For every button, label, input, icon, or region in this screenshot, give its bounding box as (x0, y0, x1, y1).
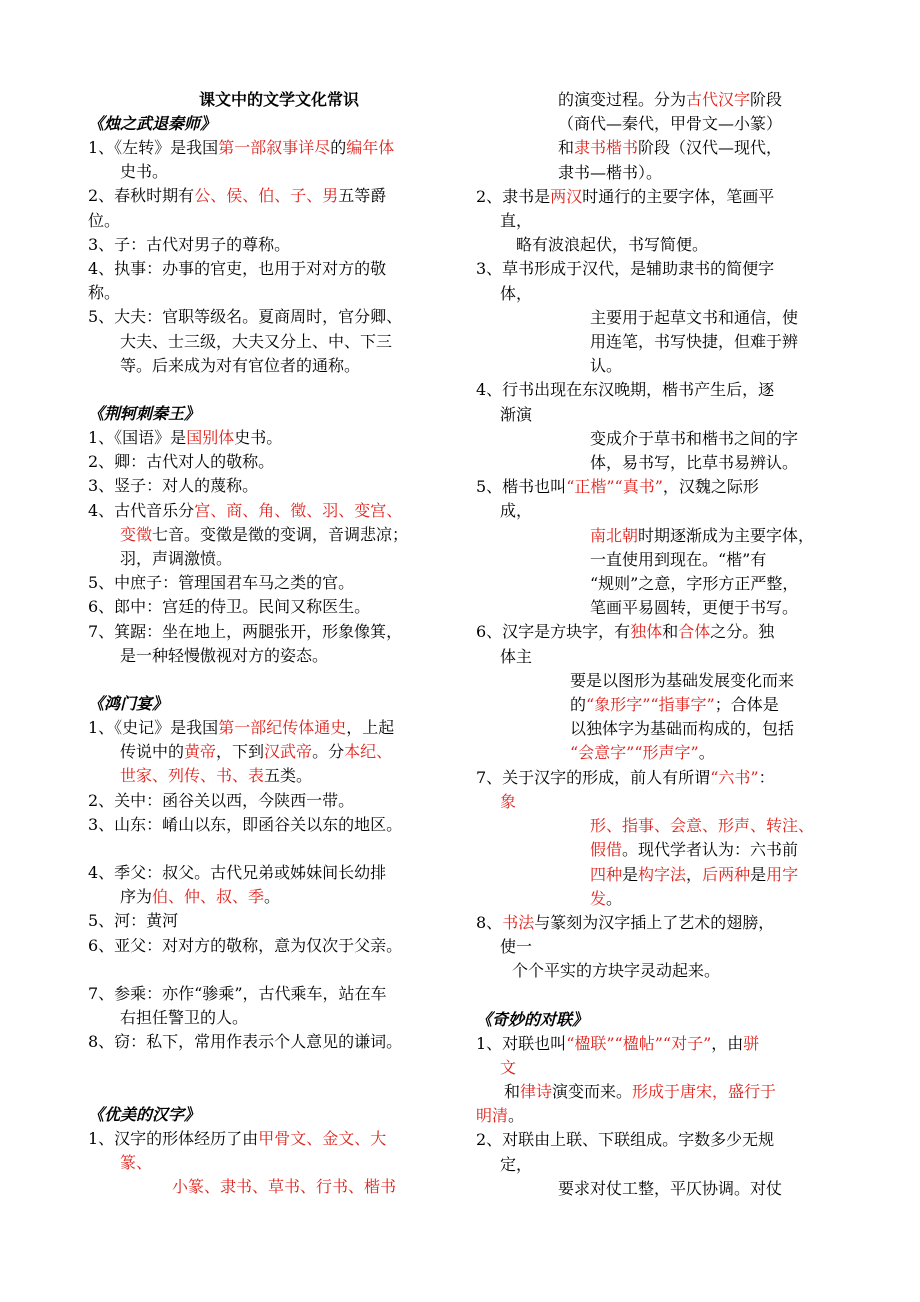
text-line: 2、春秋时期有公、侯、伯、子、男五等爵 (88, 186, 387, 206)
text-line: 2、隶书是两汉时通行的主要字体，笔画平 (476, 186, 775, 206)
text-line: 1、《国语》是国别体史书。 (88, 428, 283, 448)
text-line: 4、古代音乐分宫、商、角、徵、羽、变宫、 (88, 500, 403, 520)
page-title: 课文中的文学文化常识 (198, 90, 359, 109)
text-line: “会意字”“形声字”。 (570, 743, 715, 763)
text-line: 直， (500, 211, 533, 231)
section-heading-qimiao-duilian: 《奇妙的对联》 (476, 1009, 589, 1029)
section-heading-youmei-hanzi: 《优美的汉字》 (88, 1104, 201, 1124)
text-line: 4、执事：办事的官吏，也用于对对方的敬 (88, 259, 387, 279)
text-line: 用连笔，书写快捷，但难于辨 (590, 332, 799, 352)
text-line: 3、山东：崤山以东，即函谷关以东的地区。 (88, 814, 403, 834)
text-line: 和律诗演变而来。形成于唐宋，盛行于 (504, 1081, 777, 1101)
text-line: 篆、 (120, 1152, 153, 1172)
text-line: 8、窃：私下，常用作表示个人意见的谦词。 (88, 1032, 403, 1052)
text-line: 4、季父：叔父。古代兄弟或姊妹间长幼排 (88, 863, 387, 883)
text-line: 个个平实的方块字灵动起来。 (512, 961, 721, 981)
text-line: 成， (500, 501, 533, 521)
text-line: 1、《左转》是我国第一部叙事详尽的编年体 (88, 138, 395, 157)
text-line: 要是以图形为基础发展变化而来 (570, 670, 795, 690)
text-line: 小篆、隶书、草书、行书、楷书 (172, 1176, 397, 1196)
text-line: 主要用于起草文书和通信，使 (590, 307, 799, 327)
text-line: 认。 (590, 356, 623, 376)
text-line: 以独体字为基础而构成的，包括 (570, 719, 795, 739)
text-line: 渐演 (500, 404, 533, 424)
text-line: 4、行书出现在东汉晚期，楷书产生后，逐 (476, 380, 775, 400)
text-line: 6、亚父：对对方的敬称，意为仅次于父亲。 (88, 935, 403, 955)
text-line: 7、参乘：亦作“骖乘”，古代乘车，站在车 (88, 983, 387, 1003)
text-line: 笔画平易圆转，更便于书写。 (590, 598, 799, 618)
text-line: 2、卿：古代对人的敬称。 (88, 452, 275, 472)
text-line: 8、书法与篆刻为汉字插上了艺术的翅膀， (476, 912, 775, 932)
text-line: 右担任警卫的人。 (120, 1008, 249, 1028)
text-line: 文 (500, 1057, 517, 1077)
text-line: 5、河：黄河 (88, 911, 179, 931)
text-line: 5、楷书也叫“正楷”“真书”，汉魏之际形 (476, 477, 759, 497)
text-line: 5、中庶子：管理国君车马之类的官。 (88, 573, 355, 593)
text-line: 3、草书形成于汉代，是辅助隶书的简便字 (476, 259, 775, 279)
text-line: 明清。 (476, 1106, 525, 1126)
text-line: 南北朝时期逐渐成为主要字体， (590, 525, 815, 545)
text-line: 形、指事、会意、形声、转注、 (590, 816, 815, 836)
text-line: 定， (500, 1154, 533, 1174)
right-column (476, 88, 846, 1201)
text-line: “规则”之意，字形方正严整， (590, 574, 799, 594)
text-line: 5、大夫：官职等级名。夏商周时，官分卿、 (88, 307, 403, 327)
text-line: 史书。 (120, 162, 169, 182)
text-line: 和隶书楷书阶段（汉代—现代， (558, 138, 783, 158)
text-line: 3、竖子：对人的蔑称。 (88, 476, 259, 496)
text-line: 使一 (500, 937, 533, 957)
text-line: 6、郎中：宫廷的侍卫。民间又称医生。 (88, 597, 371, 617)
text-line: 一直使用到现在。“楷”有 (590, 549, 767, 569)
section-heading-hongmenyan: 《鸿门宴》 (88, 694, 169, 714)
text-line: 发。 (590, 888, 623, 908)
text-line: 3、子：古代对男子的尊称。 (88, 234, 291, 254)
text-line: 序为伯、仲、叔、季。 (120, 887, 281, 907)
text-line: 传说中的黄帝，下到汉武帝。分本纪、 (120, 742, 393, 762)
text-line: 6、汉字是方块字，有独体和合体之分。独 (476, 622, 775, 642)
text-line: 羽，声调激愤。 (120, 549, 233, 569)
text-line: 等。后来成为对有官位者的通称。 (120, 355, 361, 375)
text-line: 体主 (500, 646, 533, 666)
text-line: 变徵七音。变徵是徵的变调，音调悲凉； (120, 524, 409, 544)
text-line: 隶书—楷书）。 (558, 162, 663, 182)
text-line: 略有波浪起伏，书写简便。 (516, 235, 709, 255)
text-line: 世家、列传、书、表五类。 (120, 766, 313, 786)
text-line: 假借。现代学者认为：六书前 (590, 840, 799, 860)
text-line: 2、关中：函谷关以西，今陕西一带。 (88, 790, 355, 810)
text-line: 称。 (88, 283, 121, 303)
text-line: 体， (500, 283, 533, 303)
text-line: 1、《史记》是我国第一部纪传体通史，上起 (88, 718, 395, 738)
text-line: 的“象形字”“指事字”；合体是 (570, 695, 779, 715)
left-column (88, 88, 450, 1199)
section-heading-jingke: 《荆轲刺秦王》 (88, 404, 201, 424)
text-line: 要求对仗工整，平仄协调。对仗 (558, 1178, 783, 1198)
text-line: 体，易书写，比草书易辨认。 (590, 453, 799, 473)
section-heading-zhuzhiwu: 《烛之武退秦师》 (88, 114, 217, 133)
text-line: 四种是构字法，后两种是用字 (590, 864, 799, 884)
text-line: 2、对联由上联、下联组成。字数多少无规 (476, 1130, 775, 1150)
text-line: 位。 (88, 210, 121, 230)
text-line: 7、箕踞：坐在地上，两腿张开，形象像箕， (88, 621, 403, 641)
text-line: 1、对联也叫“楹联”“楹帖”“对子”，由骈 (476, 1033, 760, 1053)
text-line: 变成介于草书和楷书之间的字 (590, 428, 799, 448)
text-line: 是一种轻慢傲视对方的姿态。 (120, 645, 329, 665)
text-line: 7、关于汉字的形成，前人有所谓“六书”： (476, 767, 775, 787)
text-line: 象 (500, 791, 517, 811)
text-line: 1、汉字的形体经历了由甲骨文、金文、大 (88, 1128, 387, 1148)
text-line: 的演变过程。分为古代汉字阶段 (558, 90, 783, 109)
text-line: （商代—秦代，甲骨文—小篆） (558, 114, 783, 134)
text-line: 大夫、士三级，大夫又分上、中、下三 (120, 331, 393, 351)
